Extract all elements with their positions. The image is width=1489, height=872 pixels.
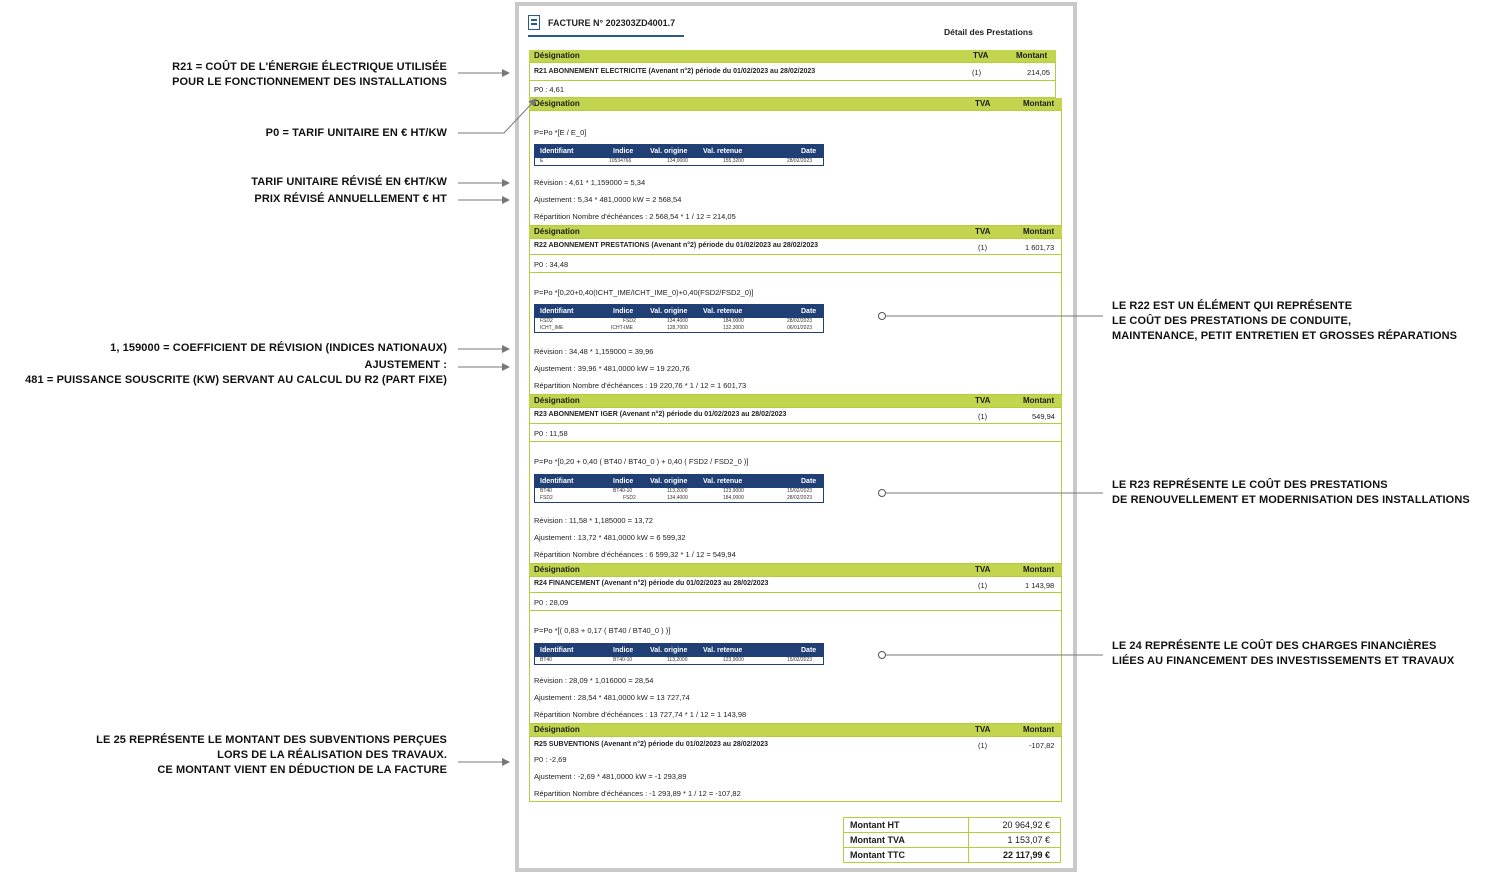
r21-formula: P=Po *[E / E_0]: [534, 128, 587, 137]
marker-r24: [879, 652, 886, 659]
r23-amount: 549,94: [1032, 412, 1055, 421]
r23-ajustement: Ajustement : 13,72 * 481,0000 kW = 6 599,32: [534, 533, 686, 542]
annotation-r25: LE 25 REPRÉSENTE LE MONTANT DES SUBVENTIONS PERÇUES LORS DE LA RÉALISATION DES TRAVAUX. CE MONTANT VIENT EN DÉDUCTION DE LA FACTURE: [96, 734, 447, 776]
annotation-coef: 1, 159000 = COEFFICIENT DE RÉVISION (INDICES NATIONAUX): [110, 342, 447, 354]
annotation-r24: LE 24 REPRÉSENTE LE COÛT DES CHARGES FINANCIÈRES LIÉES AU FINANCEMENT DES INVESTISSEMENTS ET TRAVAUX: [1112, 640, 1455, 667]
total-ttc-row: Montant TTC 22 117,99 €: [850, 850, 1050, 860]
r21-detail-header: Désignation TVA Montant: [529, 98, 1062, 110]
r22-formula: P=Po *[0,20+0,40(ICHT_IME/ICHT_IME_0)+0,40(FSD2/FSD2_0)]: [534, 288, 754, 297]
r22-header: Désignation TVA Montant: [529, 226, 1062, 238]
r22-line: R22 ABONNEMENT PRESTATIONS (Avenant n°2) période du 01/02/2023 au 28/02/2023: [534, 242, 819, 249]
r24-repartition: Répartition Nombre d'échéances : 13 727,74 * 1 / 12 = 1 143,98: [534, 710, 747, 719]
annotation-ajustement: AJUSTEMENT : 481 = PUISSANCE SOUSCRITE (KW) SERVANT AU CALCUL DU R2 (PART FIXE): [25, 359, 447, 386]
r22-index-table: Identifiant Indice Val. origine Val. retenue Date FSD2 FSD2 134,4000 184,0000 28/02/2023 ICHT_IME ICHT-IME 128,7000 132,3000 06/01/2023: [534, 304, 824, 333]
annotation-p0: P0 = TARIF UNITAIRE EN € HT/KW: [265, 127, 447, 139]
r25-ajustement: Ajustement : -2,69 * 481,0000 kW = -1 293,89: [534, 772, 687, 781]
r21-amount: 214,05: [1027, 68, 1050, 77]
r21-index-table: Identifiant Indice Val. origine Val. retenue Date E 10534766 134,0000 155,3200 28/02/2023: [534, 144, 824, 166]
r21-revision: Révision : 4,61 * 1,159000 = 5,34: [534, 178, 646, 187]
total-tva-row: Montant TVA 1 153,07 €: [844, 833, 1060, 848]
r22-repartition: Répartition Nombre d'échéances : 19 220,76 * 1 / 12 = 1 601,73: [534, 381, 747, 390]
r23-revision: Révision : 11,58 * 1,185000 = 13,72: [534, 516, 653, 525]
r23-index-table: Identifiant Indice Val. origine Val. retenue Date BT40 BT40-10 113,2000 123,9000 15/02/2023 FSD2 FSD2 134,4000 184,0000 28/02/2023: [534, 474, 824, 503]
r21-tva: (1): [972, 68, 982, 77]
r24-index-table: Identifiant Indice Val. origine Val. retenue Date BT40 BT40-10 113,2000 123,9000 15/02/2023: [534, 643, 824, 665]
table-row: E 10534766 134,0000 155,3200 28/02/2023: [540, 158, 813, 164]
table-row: FSD2 FSD2 134,4000 184,0000 28/02/2023: [540, 318, 813, 324]
r24-ajustement: Ajustement : 28,54 * 481,0000 kW = 13 727,74: [534, 693, 690, 702]
r22-ajustement: Ajustement : 39,96 * 481,0000 kW = 19 220,76: [534, 364, 690, 373]
r25-header: Désignation TVA Montant: [529, 724, 1062, 736]
r24-revision: Révision : 28,09 * 1,016000 = 28,54: [534, 676, 654, 685]
r25-line: R25 SUBVENTIONS (Avenant n°2) période du 01/02/2023 au 28/02/2023: [534, 741, 769, 748]
r24-line: R24 FINANCEMENT (Avenant n°2) période du 01/02/2023 au 28/02/2023: [534, 580, 769, 587]
r24-formula: P=Po *[( 0,83 + 0,17 ( BT40 / BT40_0 ) )]: [534, 626, 671, 635]
r21-repartition: Répartition Nombre d'échéances : 2 568,54 * 1 / 12 = 214,05: [534, 212, 736, 221]
marker-r22: [879, 313, 886, 320]
annotation-r23: LE R23 REPRÉSENTE LE COÛT DES PRESTATIONS DE RENOUVELLEMENT ET MODERNISATION DES INSTALLATIONS: [1112, 479, 1470, 506]
designation-header: Désignation: [534, 51, 580, 60]
tva-header: TVA: [973, 51, 989, 60]
r25-repartition: Répartition Nombre d'échéances : -1 293,89 * 1 / 12 = -107,82: [534, 789, 741, 798]
r23-formula: P=Po *[0,20 + 0,40 ( BT40 / BT40_0 ) + 0,40 ( FSD2 / FSD2_0 )]: [534, 457, 749, 466]
annotation-r22: LE R22 EST UN ÉLÉMENT QUI REPRÉSENTE LE COÛT DES PRESTATIONS DE CONDUITE, MAINTENANCE, PETIT ENTRETIEN ET GROSSES RÉPARATIONS: [1112, 300, 1458, 342]
r25-p0: P0 : -2,69: [534, 755, 567, 764]
annotation-r21: R21 = COÛT DE L'ÉNERGIE ÉLECTRIQUE UTILISÉE POUR LE FONCTIONNEMENT DES INSTALLATIONS: [172, 61, 447, 88]
r24-header: Désignation TVA Montant: [529, 564, 1062, 576]
r21-line: R21 ABONNEMENT ELECTRICITE (Avenant n°2) période du 01/02/2023 au 28/02/2023: [534, 68, 816, 75]
arrow-p0: [458, 99, 536, 133]
table-row: BT40 BT40-10 113,2000 123,9000 15/02/2023: [540, 488, 813, 494]
table-row: ICHT_IME ICHT-IME 128,7000 132,3000 06/01/2023: [540, 325, 813, 331]
annotation-prix: PRIX RÉVISÉ ANNUELLEMENT € HT: [254, 193, 447, 205]
r23-header: Désignation TVA Montant: [529, 395, 1062, 407]
r22-amount: 1 601,73: [1025, 243, 1055, 252]
r23-tva: (1): [978, 412, 988, 421]
marker-r23: [879, 490, 886, 497]
table-row: FSD2 FSD2 134,4000 184,0000 28/02/2023: [540, 495, 813, 501]
annotation-tarif: TARIF UNITAIRE RÉVISÉ EN €HT/KW: [251, 176, 447, 188]
r23-p0: P0 : 11,58: [534, 429, 568, 438]
r24-tva: (1): [978, 581, 988, 590]
r24-amount: 1 143,98: [1025, 581, 1055, 590]
r23-repartition: Répartition Nombre d'échéances : 6 599,32 * 1 / 12 = 549,94: [534, 550, 736, 559]
r21-ajustement: Ajustement : 5,34 * 481,0000 kW = 2 568,54: [534, 195, 682, 204]
r22-revision: Révision : 34,48 * 1,159000 = 39,96: [534, 347, 654, 356]
r25-amount: -107,82: [1029, 741, 1055, 750]
r25-tva: (1): [978, 741, 988, 750]
total-ht-row: Montant HT 20 964,92 €: [844, 818, 1060, 833]
invoice-subtitle: Détail des Prestations: [944, 27, 1033, 37]
montant-header: Montant: [1016, 51, 1048, 60]
table-row: BT40 BT40-10 113,2000 123,9000 15/02/2023: [540, 657, 813, 663]
invoice-title: FACTURE N° 202303ZD4001.7: [548, 18, 676, 28]
r21-p0: P0 : 4,61: [534, 85, 565, 94]
r24-p0: P0 : 28,09: [534, 598, 569, 607]
r23-line: R23 ABONNEMENT IGER (Avenant n°2) période du 01/02/2023 au 28/02/2023: [534, 411, 787, 418]
r22-tva: (1): [978, 243, 988, 252]
r22-p0: P0 : 34,48: [534, 260, 569, 269]
